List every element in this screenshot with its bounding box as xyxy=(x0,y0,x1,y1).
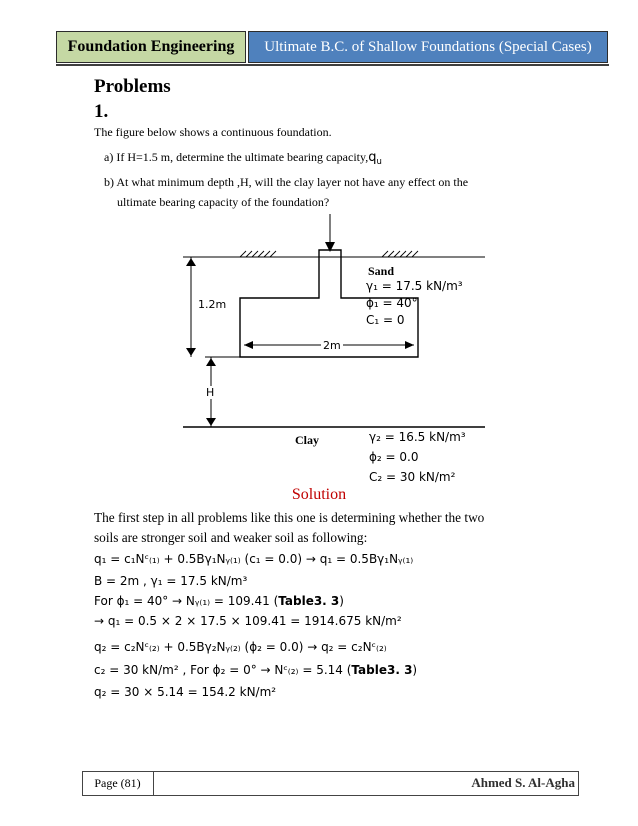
solution-heading: Solution xyxy=(291,486,347,503)
page-number: Page (81) xyxy=(82,771,154,796)
question-b-line1: b) At what minimum depth ,H, will the clay layer not have any effect on the xyxy=(104,175,469,189)
solution-paragraph-2: soils are stronger soil and weaker soil as following: xyxy=(94,530,368,545)
question-b-line2: ultimate bearing capacity of the foundation? xyxy=(117,195,330,209)
clay-friction-angle: ϕ₂ = 0.0 xyxy=(369,450,419,464)
eq-ngamma1-close: ) xyxy=(339,594,344,608)
eq-q2-result: q₂ = 30 × 5.14 = 154.2 kN/m² xyxy=(94,685,277,699)
eq-nc2-close: ) xyxy=(412,663,418,677)
solution-paragraph-1: The first step in all problems like this one is determining whether the two xyxy=(94,510,485,525)
problems-heading: Problems xyxy=(94,76,171,97)
clay-unit-weight: γ₂ = 16.5 kN/m³ xyxy=(369,430,466,444)
eq-q2-general: q₂ = c₂Nᶜ₍₂₎ + 0.5Bγ₂Nᵧ₍₂₎ (ϕ₂ = 0.0) → q₂ = c₂Nᶜ₍₂₎ xyxy=(94,640,387,654)
sand-unit-weight: γ₁ = 17.5 kN/m³ xyxy=(366,279,463,293)
sand-label: Sand xyxy=(368,264,395,278)
qu-subscript: u xyxy=(376,157,382,167)
ground-hatching xyxy=(240,251,418,257)
author-name: Ahmed S. Al-Agha xyxy=(471,775,575,790)
table-ref-2: Table3. 3 xyxy=(351,663,413,677)
eq-nc2 xyxy=(94,663,417,677)
eq-nc2-text: c₂ = 30 kN/m² , For ϕ₂ = 0° → Nᶜ₍₂₎ = 5.14 ( xyxy=(94,663,352,677)
qu-symbol: q xyxy=(368,150,377,165)
clay-cohesion: C₂ = 30 kN/m² xyxy=(369,470,456,484)
table-ref-1: Table3. 3 xyxy=(278,594,340,608)
width-label: 2m xyxy=(323,339,341,352)
eq-ngamma1-text: For ϕ₁ = 40° → Nᵧ₍₁₎ = 109.41 ( xyxy=(94,594,279,608)
eq-ngamma1 xyxy=(94,594,344,608)
sand-cohesion: C₁ = 0 xyxy=(366,313,405,327)
question-a-text: a) If H=1.5 m, determine the ultimate bearing capacity, xyxy=(104,150,369,164)
eq-b-gamma: B = 2m , γ₁ = 17.5 kN/m³ xyxy=(94,574,248,588)
clay-label: Clay xyxy=(295,433,319,447)
depth-label: 1.2m xyxy=(198,298,227,311)
course-title: Foundation Engineering xyxy=(56,31,246,63)
sand-friction-angle: ϕ₁ = 40° xyxy=(366,296,418,310)
eq-q1-general: q₁ = c₁Nᶜ₍₁₎ + 0.5Bγ₁Nᵧ₍₁₎ (c₁ = 0.0) → q₁ = 0.5Bγ₁Nᵧ₍₁₎ xyxy=(94,552,414,566)
chapter-title: Ultimate B.C. of Shallow Foundations (Special Cases) xyxy=(248,31,608,63)
h-label: H xyxy=(206,386,215,399)
problem-number: 1. xyxy=(94,101,109,122)
problem-intro: The figure below shows a continuous foundation. xyxy=(94,125,332,139)
eq-q1-result: → q₁ = 0.5 × 2 × 17.5 × 109.41 = 1914.675 kN/m² xyxy=(94,614,402,628)
